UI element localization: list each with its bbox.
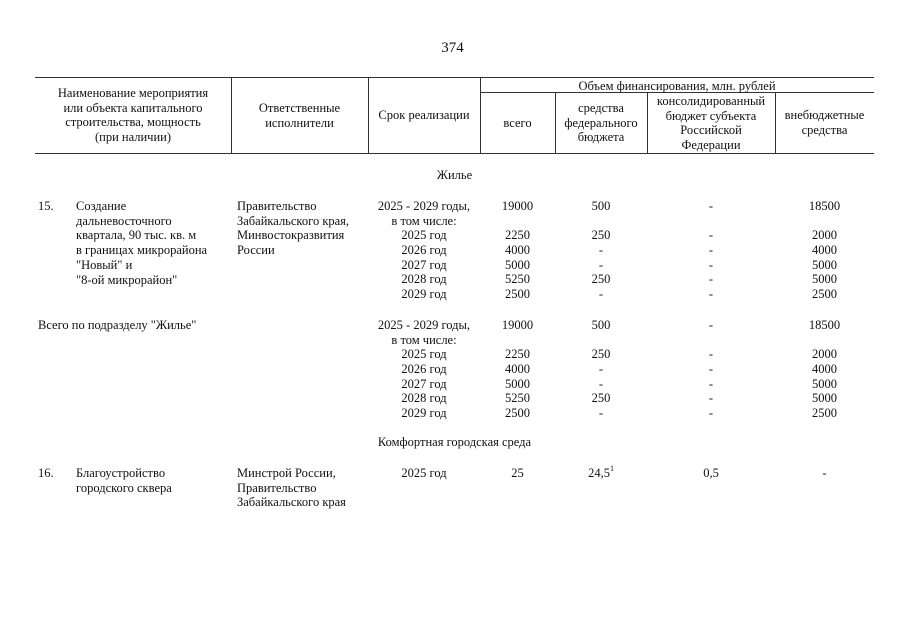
subtotal-periods [368,318,480,421]
total-cell: 5250 [505,272,530,287]
total-cell [480,214,555,229]
row16-period: 2025 год [401,466,447,480]
total-cell: 5000 [505,376,530,391]
row16-federal [555,463,647,481]
consolidated-cell: - [708,228,714,243]
federal-cell [555,214,647,229]
period-cell: в том числе: [391,332,457,347]
consolidated-cell: - [708,318,714,332]
total-cell: 5000 [505,257,530,272]
total-cell: 19000 [501,199,534,213]
federal-cell: - [598,287,604,302]
header-period: Срок реализации [378,108,470,122]
header-extrabudget: внебюджетные средства [784,108,865,137]
extrabudget-cell: 4000 [812,362,837,377]
consolidated-cell [647,214,775,229]
federal-cell: 500 [591,199,611,213]
extrabudget-cell: 2500 [812,406,837,421]
federal-cell: 250 [591,272,611,287]
row15-extrabudget [775,199,874,302]
row15-total [480,199,555,302]
header-funding: Объем финансирования, млн. рублей [578,79,776,93]
row15-number: 15. [38,199,54,213]
federal-cell: - [598,376,604,391]
header-federal: средства федерального бюджета [564,101,638,144]
extrabudget-cell: 4000 [812,243,837,258]
row16-number: 16. [38,466,54,480]
period-cell: 2025 - 2029 годы, [377,318,471,332]
consolidated-cell: - [708,362,714,377]
header-responsible: Ответственные исполнители [258,101,341,130]
row15-responsible: Правительство Забайкальского края, Минвостокразвития России [237,199,350,258]
federal-cell: 250 [591,347,611,362]
extrabudget-cell: 2500 [812,287,837,302]
consolidated-cell: - [708,272,714,287]
total-cell: 5250 [505,391,530,406]
row16-responsible: Минстрой России, Правительство Забайкальского края [237,466,346,510]
row16-federal-value: 24,5 [588,466,610,480]
row15-federal [555,199,647,302]
period-cell: 2026 год [401,243,447,258]
federal-cell: - [598,362,604,377]
consolidated-cell: - [708,406,714,421]
consolidated-cell: - [708,243,714,258]
extrabudget-cell: 18500 [808,318,841,332]
total-cell: 4000 [505,243,530,258]
extrabudget-cell: 2000 [812,228,837,243]
extrabudget-cell: 5000 [812,376,837,391]
row15-name: Создание дальневосточного квартала, 90 тыс. кв. м в границах микрорайона "Новый" и "8-ой микрорайон" [76,199,208,287]
header-consolidated: консолидированный бюджет субъекта Российской Федерации [656,94,766,152]
consolidated-cell: - [708,347,714,362]
subtotal-total [480,318,555,421]
header-name: Наименование мероприятия или объекта капитального строительства, мощность (при наличии) [57,86,209,144]
period-cell: 2029 год [401,406,447,421]
federal-cell: - [598,406,604,421]
period-cell: 2028 год [401,272,447,287]
extrabudget-cell: 5000 [812,391,837,406]
consolidated-cell: - [708,287,714,302]
federal-cell: 250 [591,228,611,243]
federal-cell [555,333,647,348]
subtotal-extrabudget [775,318,874,421]
federal-cell: 500 [591,318,611,332]
row16-total: 25 [511,466,524,480]
consolidated-cell: - [708,257,714,272]
consolidated-cell: - [708,376,714,391]
extrabudget-cell: 18500 [808,199,841,213]
total-cell: 2500 [505,406,530,421]
period-cell: 2027 год [401,376,447,391]
period-cell: в том числе: [391,213,457,228]
federal-cell: - [598,257,604,272]
federal-cell: 250 [591,391,611,406]
period-cell: 2029 год [401,287,447,302]
subtotal-consolidated [647,318,775,421]
table-top-border [35,77,874,78]
extrabudget-cell: 5000 [812,257,837,272]
subtotal-housing-label: Всего по подразделу "Жилье" [38,318,197,332]
extrabudget-cell [775,214,874,229]
total-cell: 2500 [505,287,530,302]
federal-cell: - [598,243,604,258]
row15-consolidated [647,199,775,302]
consolidated-cell [647,333,775,348]
total-cell: 2250 [505,347,530,362]
footnote-marker: 1 [609,463,614,473]
period-cell: 2026 год [401,362,447,377]
period-cell: 2025 год [401,347,447,362]
extrabudget-cell [775,333,874,348]
page-number: 374 [441,40,464,56]
extrabudget-cell: 2000 [812,347,837,362]
consolidated-cell: - [708,391,714,406]
period-cell: 2027 год [401,257,447,272]
total-cell: 2250 [505,228,530,243]
header-total: всего [503,116,532,130]
period-cell: 2025 год [401,228,447,243]
subtotal-federal [555,318,647,421]
row16-consolidated: 0,5 [703,466,719,480]
row15-periods [368,199,480,302]
row16-extrabudget: - [822,466,827,480]
section-title-comfort: Комфортная городская среда [377,435,532,449]
section-title-housing: Жилье [436,168,473,182]
row16-name: Благоустройство городского сквера [76,466,172,495]
extrabudget-cell: 5000 [812,272,837,287]
period-cell: 2028 год [401,391,447,406]
total-cell [480,333,555,348]
total-cell: 4000 [505,362,530,377]
period-cell: 2025 - 2029 годы, [377,199,471,213]
header-bottom-border [35,153,874,154]
consolidated-cell: - [708,199,714,213]
total-cell: 19000 [501,318,534,332]
